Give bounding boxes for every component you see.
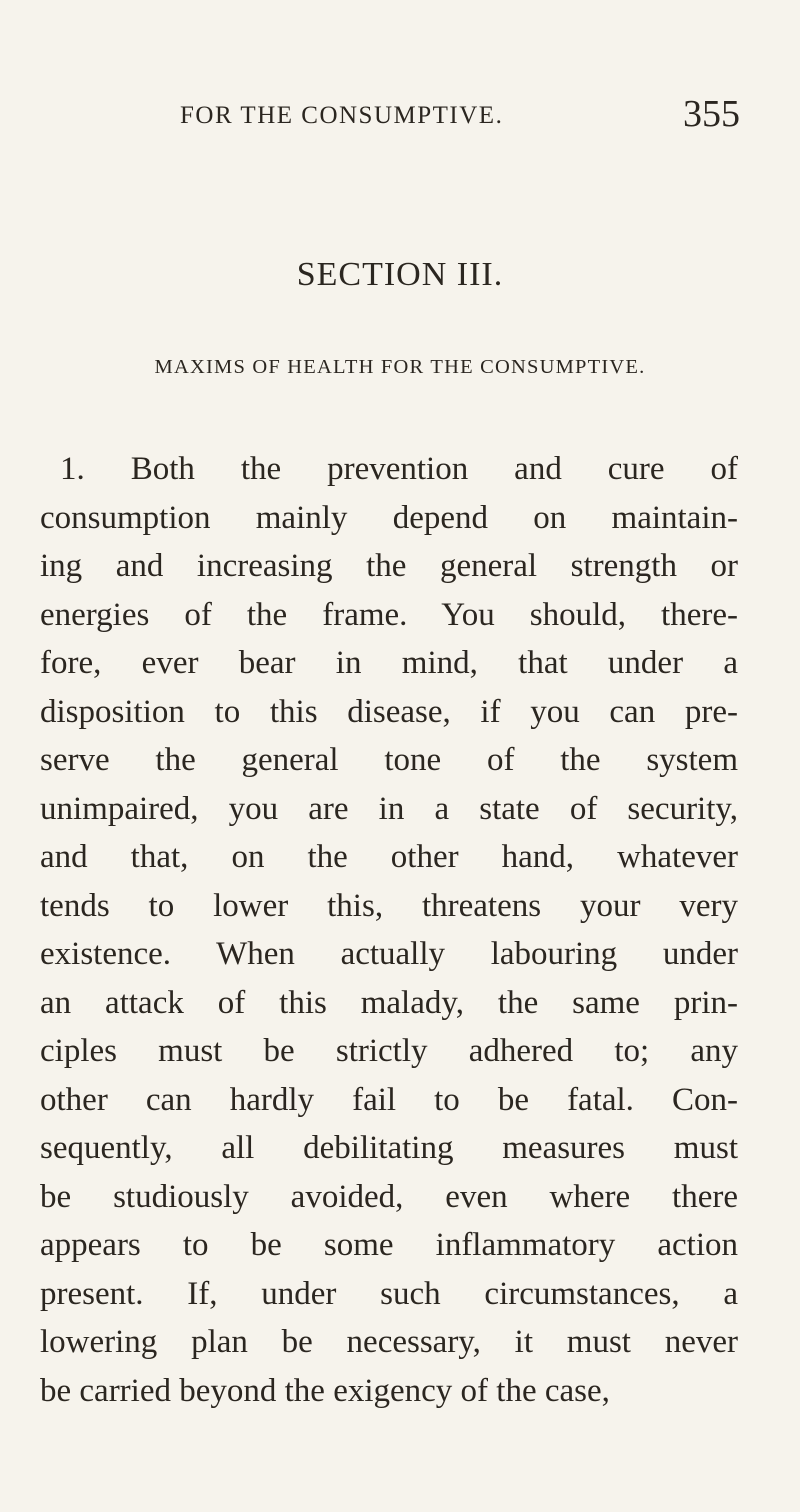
running-head [180,92,740,136]
text-line: existence. When actually labouring under [40,936,738,972]
text-line: ciples must be strictly adhered to; any [40,1033,738,1069]
text-line: tends to lower this, threatens your very [40,887,738,924]
text-line: other can hardly fail to be fatal. Con- [40,1081,738,1118]
text-line: sequently, all debilitating measures must [40,1130,738,1166]
running-title: FOR THE CONSUMPTIVE. [180,102,504,129]
text-line: be carried beyond the exigency of the case, [40,1372,610,1409]
text-line: energies of the frame. You should, there- [40,596,738,633]
text-line: 1. Both the prevention and cure of [60,451,738,487]
text-line: serve the general tone of the system [40,742,738,778]
text-line: appears to be some inflammatory action [40,1227,738,1263]
page-number: 355 [683,93,740,135]
text-line: fore, ever bear in mind, that under a [40,645,738,681]
text-line: and that, on the other hand, whatever [40,839,738,875]
text-line: present. If, under such circumstances, a [40,1275,738,1312]
text-line: unimpaired, you are in a state of security, [40,790,738,827]
text-line: lowering plan be necessary, it must never [40,1324,738,1360]
section-heading: SECTION III. [296,256,504,293]
text-line: ing and increasing the general strength or [40,548,738,584]
text-line: consumption mainly depend on maintain- [40,499,738,536]
text-line: an attack of this malady, the same prin- [40,984,738,1021]
body-paragraph [40,445,738,1415]
section-subheading: MAXIMS OF HEALTH FOR THE CONSUMPTIVE. [154,356,646,378]
text-line: disposition to this disease, if you can pre- [40,693,738,730]
text-line: be studiously avoided, even where there [40,1178,738,1215]
